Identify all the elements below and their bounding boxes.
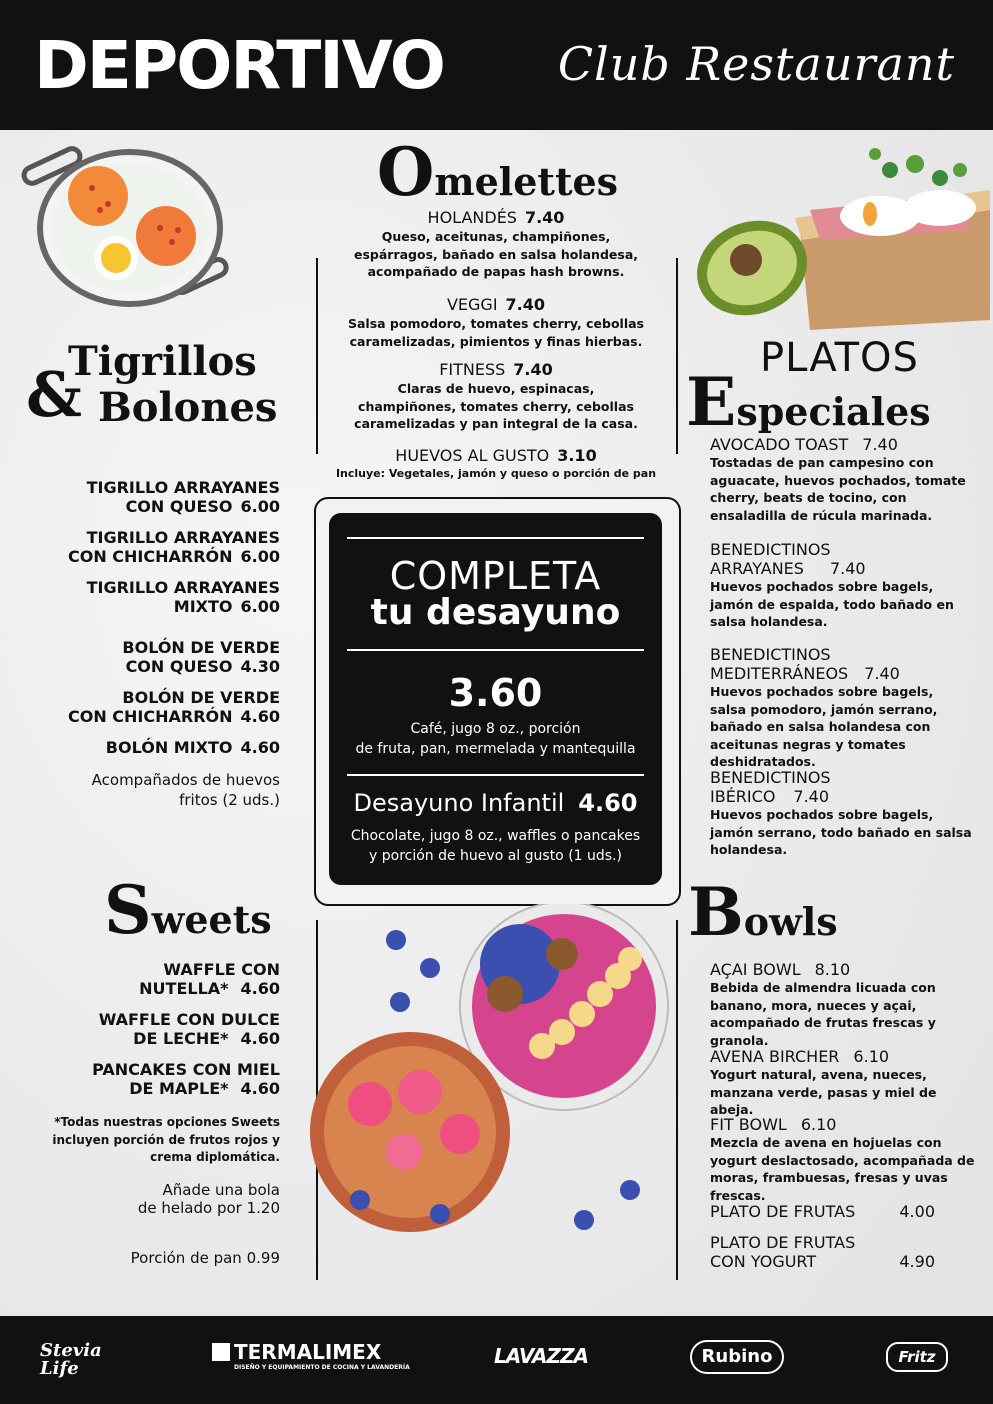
- bowls-title: [688, 873, 838, 951]
- item-description: Mezcla de avena en hojuelas con yogurt deslactosado, acompañada de moras, frambuesas, fresas y uvas frescas.: [710, 1135, 975, 1203]
- omelettes-title-cap: O: [376, 133, 435, 211]
- item-name-line2: IBÉRICO: [710, 787, 776, 806]
- item-price: 4.60: [240, 1079, 280, 1098]
- bolon-item: [30, 688, 280, 726]
- item-description: Yogurt natural, avena, nueces, manzana verde, pasas y miel de abeja.: [710, 1067, 937, 1117]
- item-name-line2: MEDITERRÁNEOS: [710, 664, 849, 683]
- infantil-description: [329, 826, 662, 866]
- item-price: 7.40: [505, 295, 546, 314]
- item-price: 7.40: [862, 435, 898, 454]
- note-line1: Acompañados de huevos: [91, 771, 280, 789]
- item-price: 7.40: [793, 787, 830, 806]
- bread-portion: [30, 1249, 280, 1267]
- infantil-price: 4.60: [578, 789, 638, 817]
- bread-price: 0.99: [246, 1249, 280, 1267]
- divider: [347, 537, 644, 539]
- item-name-line2: CON QUESO: [125, 497, 233, 516]
- tigrillos-title: [26, 338, 301, 431]
- item-price: 4.60: [240, 707, 280, 726]
- item-price: 6.10: [853, 1047, 890, 1066]
- divider-right: [676, 258, 678, 454]
- item-name-line1: WAFFLE CON DULCE: [98, 1010, 280, 1029]
- item-name-line2: DE LECHE*: [133, 1029, 229, 1048]
- tigrillos-title-line2: Bolones: [98, 384, 278, 431]
- bowl-extra-item: [710, 1202, 940, 1221]
- brand-name: DEPORTIVO: [34, 27, 444, 104]
- item-price: 7.40: [829, 559, 866, 578]
- item-name: PLATO DE FRUTAS: [710, 1233, 856, 1252]
- item-price: 7.40: [524, 208, 565, 227]
- bowl-item: [710, 1047, 978, 1119]
- item-price: 4.60: [240, 1029, 280, 1048]
- item-name-line1: TIGRILLO ARRAYANES: [86, 528, 280, 547]
- desc-line2: de fruta, pan, mermelada y mantequilla: [355, 741, 636, 757]
- item-name: HUEVOS AL GUSTO: [395, 446, 550, 465]
- note-line2: fritos (2 uds.): [179, 791, 280, 809]
- sweet-item: [30, 1010, 280, 1048]
- completa-title-line1: COMPLETA: [389, 554, 602, 598]
- plato-item: [710, 435, 972, 524]
- extra-line2: de helado por: [137, 1199, 242, 1217]
- item-name-line1: PANCAKES CON MIEL: [92, 1060, 280, 1079]
- lavazza-logo: LAVAZZA: [494, 1344, 588, 1368]
- plato-item: [710, 645, 972, 771]
- bread-label: Porción de pan: [130, 1249, 242, 1267]
- rubino-logo: Rubino: [690, 1340, 784, 1374]
- item-price: 6.00: [240, 547, 280, 566]
- sweets-extra: [30, 1181, 280, 1217]
- item-price: 6.00: [240, 597, 280, 616]
- item-name-line2: NUTELLA*: [139, 979, 229, 998]
- header-bar: [0, 0, 993, 130]
- item-name: AVOCADO TOAST: [710, 435, 849, 454]
- sweets-title-rest: weets: [151, 897, 272, 942]
- item-price: 7.40: [864, 664, 900, 683]
- item-price: 4.60: [240, 738, 280, 757]
- desc-line1: Chocolate, jugo 8 oz., waffles o pancakes: [350, 828, 641, 844]
- tigrillo-item: [30, 578, 280, 616]
- item-name-line1: BOLÓN DE VERDE: [122, 638, 280, 657]
- desc-line2: y porción de huevo al gusto (1 uds.): [369, 848, 622, 864]
- avocado-toast-illustration: [690, 140, 993, 335]
- omelette-item: [330, 446, 662, 482]
- bolon-item: [30, 638, 280, 676]
- item-price: 8.10: [814, 960, 851, 979]
- tigrillos-title-ampersand: &: [26, 358, 82, 431]
- extra-price: 1.20: [246, 1199, 280, 1217]
- item-price: 4.30: [240, 657, 280, 676]
- item-name-line1: TIGRILLO ARRAYANES: [86, 478, 280, 497]
- tigrillo-item: [30, 528, 280, 566]
- platos-title: [686, 363, 931, 441]
- item-description: Huevos pochados sobre bagels, jamón serrano, todo bañado en salsa holandesa.: [710, 807, 972, 857]
- item-description: Tostadas de pan campesino con aguacate, huevos pochados, tomate cherry, beats de tocino, con ensaladilla de rúcula marinada.: [710, 455, 966, 523]
- item-name: BENEDICTINOS: [710, 768, 831, 787]
- item-name: PLATO DE FRUTAS: [710, 1202, 856, 1221]
- plato-item: [710, 540, 972, 631]
- item-description: Huevos pochados sobre bagels, jamón de espalda, todo bañado en salsa holandesa.: [710, 579, 954, 629]
- divider-left: [316, 258, 318, 454]
- sweets-title: [104, 871, 272, 949]
- item-price: 4.60: [240, 979, 280, 998]
- bowls-title-cap: B: [688, 873, 744, 951]
- completa-box: [329, 513, 662, 885]
- platos-title-rest: speciales: [736, 389, 931, 434]
- termalimex-text: TERMALIMEX: [234, 1340, 382, 1364]
- item-name-line2: DE MAPLE*: [129, 1079, 229, 1098]
- item-name: AÇAI BOWL: [710, 960, 801, 979]
- bowls-title-rest: owls: [743, 899, 838, 944]
- item-name-line1: BOLÓN DE VERDE: [122, 688, 280, 707]
- omelette-item: [336, 360, 656, 433]
- stevia-logo: Stevia Life: [40, 1340, 102, 1379]
- sweets-title-cap: S: [104, 871, 152, 949]
- item-name-line2: MIXTO: [173, 597, 233, 616]
- bowl-waffle-illustration: [300, 904, 680, 1264]
- omelettes-title-rest: melettes: [434, 159, 619, 204]
- item-description: Salsa pomodoro, tomates cherry, cebollas caramelizadas, pimientos y finas hierbas.: [347, 316, 644, 349]
- item-name-line2: CON CHICHARRÓN: [67, 547, 233, 566]
- bowl-item: [710, 960, 978, 1049]
- divider: [347, 649, 644, 651]
- item-name-line2: CON YOGURT: [710, 1252, 817, 1271]
- egg-pan-illustration: [12, 138, 242, 323]
- item-name: BENEDICTINOS: [710, 645, 831, 664]
- item-description: Claras de huevo, espinacas, champiñones, tomates cherry, cebollas caramelizadas y pan integral de la casa.: [354, 381, 638, 431]
- completa-title-line2: tu desayuno: [370, 592, 621, 633]
- item-description: Queso, aceitunas, champiñones, espárragos, bañado en salsa holandesa, acompañado de papas hash browns.: [353, 229, 638, 279]
- infantil-name: Desayuno Infantil: [353, 789, 565, 817]
- bowl-extra-item: [710, 1233, 940, 1271]
- termalimex-tagline: DISEÑO Y EQUIPAMIENTO DE COCINA Y LAVANDERÍA: [234, 1364, 410, 1371]
- omelettes-title: [360, 133, 635, 211]
- platos-title-cap: E: [686, 363, 737, 441]
- extra-line1: Añade una bola: [162, 1181, 280, 1199]
- item-name-line1: WAFFLE CON: [163, 960, 280, 979]
- infantil-heading: [329, 787, 662, 819]
- tigrillo-item: [30, 478, 280, 516]
- completa-description: [329, 719, 662, 759]
- platos-title-top: PLATOS: [760, 335, 919, 381]
- termalimex-logo: [212, 1340, 410, 1372]
- item-description: Huevos pochados sobre bagels, salsa pomodoro, jamón serrano, bañado en salsa holandesa con aceitunas negras y tomates deshidratados.: [710, 684, 938, 769]
- desc-line1: Café, jugo 8 oz., porción: [410, 721, 581, 737]
- item-price: 7.40: [513, 360, 553, 379]
- item-name: FITNESS: [439, 360, 506, 379]
- item-name: BENEDICTINOS: [710, 540, 831, 559]
- item-price: 6.00: [240, 497, 280, 516]
- item-name-line2: CON CHICHARRÓN: [67, 707, 233, 726]
- item-price: 4.00: [899, 1202, 935, 1221]
- item-name: VEGGI: [446, 295, 498, 314]
- item-name: HOLANDÉS: [427, 208, 517, 227]
- item-description: Bebida de almendra licuada con banano, mora, nueces y açai, acompañado de frutas frescas y granola.: [710, 980, 936, 1048]
- divider: [347, 774, 644, 776]
- item-description: Incluye: Vegetales, jamón y queso o porción de pan: [335, 467, 657, 480]
- item-name-line2: BOLÓN MIXTO: [105, 738, 233, 757]
- tigrillos-title-line1: Tigrillos: [68, 338, 257, 385]
- item-price: 3.10: [557, 446, 597, 465]
- item-name-line2: CON QUESO: [125, 657, 233, 676]
- tigrillos-note: [30, 770, 280, 810]
- item-name: AVENA BIRCHER: [710, 1047, 840, 1066]
- completa-price: 3.60: [448, 671, 543, 715]
- item-name-line2: ARRAYANES: [710, 559, 804, 578]
- omelette-item: [336, 208, 656, 281]
- sponsor-footer: [0, 1316, 993, 1404]
- bolon-item: [30, 738, 280, 757]
- brand-subtitle: Club Restaurant: [557, 37, 955, 91]
- sweets-note: *Todas nuestras opciones Sweets incluyen porción de frutos rojos y crema diplomática.: [52, 1115, 280, 1164]
- bowl-item: [710, 1115, 978, 1204]
- sweet-item: [30, 1060, 280, 1098]
- omelette-item: [336, 295, 656, 350]
- item-price: 4.90: [899, 1252, 935, 1271]
- item-name-line1: TIGRILLO ARRAYANES: [86, 578, 280, 597]
- sweet-item: [30, 960, 280, 998]
- fritz-logo: Fritz: [886, 1342, 948, 1372]
- item-name: FIT BOWL: [710, 1115, 787, 1134]
- item-price: 6.10: [800, 1115, 837, 1134]
- plato-item: [710, 768, 972, 859]
